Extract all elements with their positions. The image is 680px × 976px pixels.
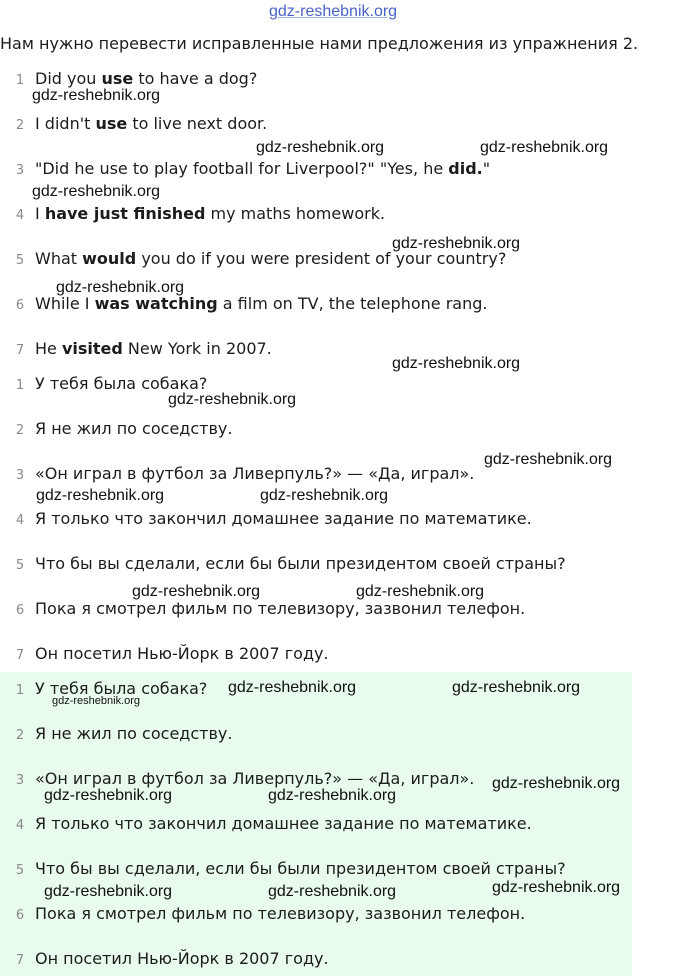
russian-sentence: У тебя была собака?: [35, 679, 208, 698]
sentence-fragment: a film on TV, the telephone rang.: [217, 294, 488, 313]
watermark: gdz-reshebnik.org: [392, 235, 521, 252]
highlighted-word: did.: [448, 159, 483, 178]
list-item: [0, 597, 680, 621]
sentence-fragment: to live next door.: [127, 114, 268, 133]
list-item: [0, 417, 680, 441]
list-item: [0, 857, 680, 881]
item-number: 1: [15, 73, 25, 88]
watermark: gdz-reshebnik.org: [260, 487, 389, 504]
watermark: gdz-reshebnik.org: [268, 787, 397, 804]
russian-sentence: «Он играл в футбол за Ливерпуль?» — «Да, играл».: [35, 769, 475, 788]
russian-sentence: Я не жил по соседству.: [35, 724, 233, 743]
sentence-fragment: I: [35, 204, 45, 223]
item-number: 7: [15, 953, 25, 968]
russian-sentence: Пока я смотрел фильм по телевизору, зазвонил телефон.: [35, 599, 526, 618]
watermark: gdz-reshebnik.org: [44, 787, 173, 804]
item-number: 7: [15, 648, 25, 663]
item-number: 4: [15, 513, 25, 528]
sentence-fragment: my maths homework.: [205, 204, 386, 223]
item-number: 2: [15, 423, 25, 438]
sentence-fragment: While I: [35, 294, 95, 313]
watermark: gdz-reshebnik.org: [168, 391, 297, 408]
highlighted-word: use: [95, 114, 128, 133]
watermark: gdz-reshebnik.org: [32, 183, 161, 200]
list-item: [0, 247, 680, 271]
sentence-fragment: Did you: [35, 69, 102, 88]
item-number: 6: [15, 298, 25, 313]
watermark: gdz-reshebnik.org: [228, 679, 357, 696]
english-sentence: [35, 204, 385, 223]
sentence-fragment: I didn't: [35, 114, 96, 133]
list-item: [0, 337, 680, 361]
list-item: [0, 812, 680, 836]
item-number: 3: [15, 163, 25, 178]
sentence-fragment: ": [482, 159, 491, 178]
sentence-fragment: He: [35, 339, 62, 358]
watermark: gdz-reshebnik.org: [484, 451, 613, 468]
item-number: 6: [15, 603, 25, 618]
list-item: [0, 947, 680, 971]
list-item: [0, 552, 680, 576]
sentence-fragment: What: [35, 249, 83, 268]
watermark: gdz-reshebnik.org: [356, 583, 485, 600]
highlighted-word: visited: [61, 339, 123, 358]
item-number: 5: [15, 863, 25, 878]
watermark: gdz-reshebnik.org: [132, 583, 261, 600]
item-number: 2: [15, 728, 25, 743]
item-number: 4: [15, 208, 25, 223]
russian-sentence: Что бы вы сделали, если бы были президентом своей страны?: [35, 554, 566, 573]
english-sentence: [35, 339, 272, 358]
item-number: 5: [15, 253, 25, 268]
highlighted-word: have just finished: [44, 204, 206, 223]
item-number: 1: [15, 378, 25, 393]
watermark: gdz-reshebnik.org: [392, 355, 521, 372]
english-sentence: [35, 69, 257, 88]
english-sentence: [35, 294, 487, 313]
watermark: gdz-reshebnik.org: [480, 139, 609, 156]
english-sentence: [35, 114, 267, 133]
watermark: gdz-reshebnik.org: [452, 679, 581, 696]
intro-text: Нам нужно перевести исправленные нами предложения из упражнения 2.: [0, 34, 639, 53]
watermark: gdz-reshebnik.org: [492, 775, 621, 792]
list-item: [0, 902, 680, 926]
list-item: [0, 112, 680, 136]
watermark: gdz-reshebnik.org: [56, 279, 185, 296]
russian-sentence: Он посетил Нью-Йорк в 2007 году.: [35, 949, 329, 968]
russian-sentence: Он посетил Нью-Йорк в 2007 году.: [35, 644, 329, 663]
item-number: 6: [15, 908, 25, 923]
watermark-small: gdz-reshebnik.org: [52, 695, 141, 707]
russian-sentence: Что бы вы сделали, если бы были президентом своей страны?: [35, 859, 566, 878]
watermark: gdz-reshebnik.org: [32, 87, 161, 104]
list-item: [0, 202, 680, 226]
list-item: [0, 507, 680, 531]
russian-sentence: Пока я смотрел фильм по телевизору, зазвонил телефон.: [35, 904, 526, 923]
russian-sentence: Я только что закончил домашнее задание по математике.: [35, 814, 532, 833]
item-number: 3: [15, 468, 25, 483]
russian-sentence: У тебя была собака?: [35, 374, 208, 393]
watermark: gdz-reshebnik.org: [256, 139, 385, 156]
item-number: 3: [15, 773, 25, 788]
list-item: [0, 157, 680, 181]
highlighted-word: was watching: [94, 294, 218, 313]
sentence-fragment: "Did he use to play football for Liverpool?" "Yes, he: [35, 159, 449, 178]
sentence-fragment: to have a dog?: [133, 69, 258, 88]
russian-sentence: Я только что закончил домашнее задание по математике.: [35, 509, 532, 528]
watermark: gdz-reshebnik.org: [44, 883, 173, 900]
sentence-fragment: you do if you were president of your country?: [136, 249, 507, 268]
list-item: [0, 372, 680, 396]
highlighted-word: use: [101, 69, 134, 88]
highlighted-word: would: [82, 249, 137, 268]
item-number: 4: [15, 818, 25, 833]
russian-sentence: «Он играл в футбол за Ливерпуль?» — «Да, играл».: [35, 464, 475, 483]
watermark: gdz-reshebnik.org: [268, 883, 397, 900]
item-number: 2: [15, 118, 25, 133]
russian-sentence: Я не жил по соседству.: [35, 419, 233, 438]
sentence-fragment: New York in 2007.: [122, 339, 272, 358]
list-item: [0, 722, 680, 746]
item-number: 5: [15, 558, 25, 573]
top-watermark-link[interactable]: gdz-reshebnik.org: [269, 3, 398, 20]
watermark: gdz-reshebnik.org: [492, 879, 621, 896]
item-number: 1: [15, 683, 25, 698]
watermark: gdz-reshebnik.org: [36, 487, 165, 504]
english-sentence: [35, 159, 490, 178]
list-item: [0, 642, 680, 666]
item-number: 7: [15, 343, 25, 358]
